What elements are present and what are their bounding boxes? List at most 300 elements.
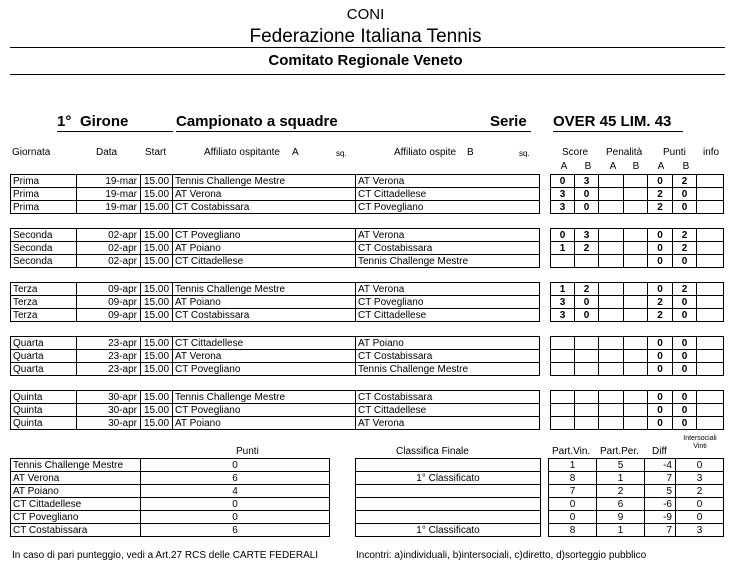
- table-row: [11, 404, 540, 417]
- away-team: AT Verona: [356, 175, 540, 188]
- round-2-scores: [550, 228, 724, 268]
- table-row: [356, 459, 541, 472]
- classifica-cell: [356, 498, 541, 511]
- giornata: Quinta: [11, 404, 77, 417]
- away-team: CT Costabissara: [356, 350, 540, 363]
- round-5-matches: [10, 390, 540, 430]
- table-row: [551, 404, 724, 417]
- table-row: [11, 255, 540, 268]
- standings-punti-header: Punti: [236, 446, 259, 457]
- score-a: [551, 391, 575, 404]
- home-team: CT Povegliano: [173, 404, 356, 417]
- col-score-a: A: [560, 161, 568, 172]
- score-b: [575, 404, 599, 417]
- table-row: [551, 417, 724, 430]
- col-punti-b: B: [682, 161, 690, 172]
- round-2-matches: [10, 228, 540, 268]
- pen-a: [599, 404, 624, 417]
- punti-a: 0: [648, 350, 673, 363]
- date: 09-apr: [77, 309, 141, 322]
- intersociali: 3: [676, 472, 724, 485]
- score-a: 1: [551, 283, 575, 296]
- score-a: [551, 337, 575, 350]
- home-team: CT Cittadellese: [173, 255, 356, 268]
- info-cell: [697, 229, 724, 242]
- giornata: Quinta: [11, 417, 77, 430]
- standings-points: [10, 458, 330, 537]
- standings-stats: [548, 458, 724, 537]
- intersociali: 0: [676, 511, 724, 524]
- table-row: [11, 309, 540, 322]
- col-away: Affiliato ospite: [394, 147, 457, 158]
- date: 30-apr: [77, 404, 141, 417]
- intersociali: 2: [676, 485, 724, 498]
- info-cell: [697, 363, 724, 376]
- date: 09-apr: [77, 296, 141, 309]
- info-cell: [697, 417, 724, 430]
- table-row: [551, 337, 724, 350]
- date: 19-mar: [77, 201, 141, 214]
- pen-b: [624, 296, 648, 309]
- footer-note-left: In caso di pari punteggio, vedi a Art.27 RCS delle CARTE FEDERALI: [12, 550, 319, 561]
- team-name: AT Verona: [11, 472, 141, 485]
- punti-b: 0: [673, 350, 697, 363]
- away-team: AT Verona: [356, 417, 540, 430]
- away-team: CT Povegliano: [356, 296, 540, 309]
- punti-a: 2: [648, 296, 673, 309]
- pen-a: [599, 363, 624, 376]
- score-a: 3: [551, 188, 575, 201]
- pen-a: [599, 391, 624, 404]
- date: 23-apr: [77, 337, 141, 350]
- info-cell: [697, 283, 724, 296]
- punti-b: 2: [673, 229, 697, 242]
- punti-a: 0: [648, 229, 673, 242]
- start: 15.00: [141, 391, 173, 404]
- table-row: [11, 511, 330, 524]
- pen-a: [599, 417, 624, 430]
- start: 15.00: [141, 337, 173, 350]
- col-score-b: B: [584, 161, 592, 172]
- girone-underline: [57, 131, 173, 132]
- start: 15.00: [141, 175, 173, 188]
- score-a: 3: [551, 309, 575, 322]
- info-cell: [697, 337, 724, 350]
- score-b: 0: [575, 296, 599, 309]
- round-1-matches: [10, 174, 540, 214]
- away-team: CT Cittadellese: [356, 404, 540, 417]
- pen-a: [599, 309, 624, 322]
- date: 23-apr: [77, 363, 141, 376]
- away-team: CT Costabissara: [356, 242, 540, 255]
- table-row: [356, 472, 541, 485]
- table-row: [551, 242, 724, 255]
- col-penalita: Penalità: [606, 147, 643, 158]
- header-divider: [10, 47, 725, 48]
- score-a: 0: [551, 175, 575, 188]
- part-vin: 8: [549, 524, 597, 537]
- table-row: [11, 296, 540, 309]
- score-b: [575, 417, 599, 430]
- away-team: AT Verona: [356, 229, 540, 242]
- col-sq-away: sq.: [519, 149, 530, 158]
- table-row: [356, 498, 541, 511]
- date: 23-apr: [77, 350, 141, 363]
- punti-a: 0: [648, 391, 673, 404]
- table-row: [551, 175, 724, 188]
- diff: 7: [645, 472, 676, 485]
- pen-a: [599, 350, 624, 363]
- pen-b: [624, 309, 648, 322]
- start: 15.00: [141, 201, 173, 214]
- punti-b: 0: [673, 404, 697, 417]
- team-punti: 0: [141, 511, 330, 524]
- punti-b: 0: [673, 201, 697, 214]
- punti-b: 0: [673, 391, 697, 404]
- home-team: CT Povegliano: [173, 363, 356, 376]
- home-team: Tennis Challenge Mestre: [173, 391, 356, 404]
- date: 30-apr: [77, 417, 141, 430]
- home-team: AT Poiano: [173, 296, 356, 309]
- away-team: CT Cittadellese: [356, 309, 540, 322]
- col-score: Score: [562, 147, 589, 158]
- table-row: [11, 459, 330, 472]
- diff: -6: [645, 498, 676, 511]
- standings-partvin-header: Part.Vin.: [552, 446, 591, 457]
- pen-a: [599, 229, 624, 242]
- start: 15.00: [141, 229, 173, 242]
- punti-a: 0: [648, 255, 673, 268]
- date: 19-mar: [77, 175, 141, 188]
- championship-label: Campionato a squadre: [176, 113, 338, 130]
- pen-b: [624, 242, 648, 255]
- diff: 5: [645, 485, 676, 498]
- team-punti: 6: [141, 472, 330, 485]
- score-b: [575, 391, 599, 404]
- team-punti: 6: [141, 524, 330, 537]
- team-name: Tennis Challenge Mestre: [11, 459, 141, 472]
- punti-b: 0: [673, 309, 697, 322]
- punti-a: 0: [648, 242, 673, 255]
- giornata: Terza: [11, 283, 77, 296]
- punti-a: 2: [648, 309, 673, 322]
- giornata: Terza: [11, 296, 77, 309]
- part-vin: 0: [549, 498, 597, 511]
- table-row: [549, 459, 724, 472]
- standings-classifica-header: Classifica Finale: [396, 446, 469, 457]
- classifica-cell: [356, 459, 541, 472]
- home-team: Tennis Challenge Mestre: [173, 175, 356, 188]
- start: 15.00: [141, 363, 173, 376]
- table-row: [549, 472, 724, 485]
- pen-a: [599, 175, 624, 188]
- intersociali: 0: [676, 498, 724, 511]
- punti-a: 0: [648, 404, 673, 417]
- team-name: CT Costabissara: [11, 524, 141, 537]
- team-punti: 4: [141, 485, 330, 498]
- start: 15.00: [141, 283, 173, 296]
- giornata: Seconda: [11, 242, 77, 255]
- part-per: 9: [597, 511, 645, 524]
- info-cell: [697, 175, 724, 188]
- home-team: CT Costabissara: [173, 201, 356, 214]
- intersociali: 0: [676, 459, 724, 472]
- start: 15.00: [141, 255, 173, 268]
- diff: -9: [645, 511, 676, 524]
- table-row: [549, 524, 724, 537]
- score-b: [575, 337, 599, 350]
- standings-diff-header: Diff: [652, 446, 667, 457]
- col-home-a: A: [292, 147, 299, 158]
- score-a: 3: [551, 296, 575, 309]
- col-pen-a: A: [609, 161, 617, 172]
- date: 02-apr: [77, 242, 141, 255]
- date: 02-apr: [77, 255, 141, 268]
- table-row: [551, 350, 724, 363]
- score-a: 1: [551, 242, 575, 255]
- table-row: [551, 296, 724, 309]
- table-row: [11, 242, 540, 255]
- info-cell: [697, 201, 724, 214]
- giornata: Quarta: [11, 363, 77, 376]
- score-b: [575, 255, 599, 268]
- col-data: Data: [96, 147, 118, 158]
- part-per: 5: [597, 459, 645, 472]
- round-4-matches: [10, 336, 540, 376]
- punti-a: 0: [648, 417, 673, 430]
- home-team: Tennis Challenge Mestre: [173, 283, 356, 296]
- table-row: [551, 309, 724, 322]
- date: 30-apr: [77, 391, 141, 404]
- part-vin: 7: [549, 485, 597, 498]
- part-per: 2: [597, 485, 645, 498]
- table-row: [356, 511, 541, 524]
- info-cell: [697, 404, 724, 417]
- part-per: 1: [597, 524, 645, 537]
- punti-a: 2: [648, 188, 673, 201]
- pen-b: [624, 175, 648, 188]
- part-vin: 8: [549, 472, 597, 485]
- col-giornata: Giornata: [12, 147, 51, 158]
- standings-partper-header: Part.Per.: [600, 446, 639, 457]
- home-team: AT Verona: [173, 188, 356, 201]
- home-team: CT Costabissara: [173, 309, 356, 322]
- serie-value: OVER 45 LIM. 43: [553, 113, 672, 130]
- score-b: 2: [575, 283, 599, 296]
- diff: -4: [645, 459, 676, 472]
- table-row: [11, 283, 540, 296]
- pen-b: [624, 417, 648, 430]
- part-vin: 1: [549, 459, 597, 472]
- classifica-cell: 1° Classificato: [356, 472, 541, 485]
- diff: 7: [645, 524, 676, 537]
- team-name: AT Poiano: [11, 485, 141, 498]
- classifica-cell: [356, 511, 541, 524]
- away-team: Tennis Challenge Mestre: [356, 255, 540, 268]
- punti-b: 0: [673, 188, 697, 201]
- giornata: Prima: [11, 201, 77, 214]
- home-team: AT Verona: [173, 350, 356, 363]
- pen-b: [624, 391, 648, 404]
- score-a: [551, 255, 575, 268]
- classifica-cell: 1° Classificato: [356, 524, 541, 537]
- table-row: [11, 524, 330, 537]
- score-a: 0: [551, 229, 575, 242]
- info-cell: [697, 188, 724, 201]
- coni-title: CONI: [346, 6, 385, 23]
- away-team: AT Poiano: [356, 337, 540, 350]
- away-team: CT Povegliano: [356, 201, 540, 214]
- punti-b: 0: [673, 337, 697, 350]
- pen-b: [624, 363, 648, 376]
- score-a: [551, 363, 575, 376]
- round-5-scores: [550, 390, 724, 430]
- pen-b: [624, 283, 648, 296]
- table-row: [11, 337, 540, 350]
- girone-number: 1°: [57, 113, 72, 130]
- table-row: [356, 485, 541, 498]
- info-cell: [697, 242, 724, 255]
- giornata: Seconda: [11, 229, 77, 242]
- giornata: Quinta: [11, 391, 77, 404]
- table-row: [11, 391, 540, 404]
- pen-b: [624, 188, 648, 201]
- table-row: [11, 363, 540, 376]
- pen-b: [624, 337, 648, 350]
- col-punti: Punti: [663, 147, 686, 158]
- punti-b: 2: [673, 242, 697, 255]
- part-per: 1: [597, 472, 645, 485]
- round-3-scores: [550, 282, 724, 322]
- score-a: 3: [551, 201, 575, 214]
- score-b: 2: [575, 242, 599, 255]
- col-punti-a: A: [657, 161, 665, 172]
- date: 19-mar: [77, 188, 141, 201]
- table-row: [551, 363, 724, 376]
- punti-a: 2: [648, 201, 673, 214]
- intersociali: 3: [676, 524, 724, 537]
- table-row: [549, 511, 724, 524]
- table-row: [551, 391, 724, 404]
- championship-underline: [176, 131, 531, 132]
- table-row: [11, 175, 540, 188]
- round-3-matches: [10, 282, 540, 322]
- table-row: [551, 201, 724, 214]
- punti-b: 2: [673, 283, 697, 296]
- table-row: [11, 485, 330, 498]
- score-a: [551, 417, 575, 430]
- giornata: Seconda: [11, 255, 77, 268]
- start: 15.00: [141, 350, 173, 363]
- table-row: [551, 283, 724, 296]
- score-b: 0: [575, 309, 599, 322]
- punti-a: 0: [648, 175, 673, 188]
- start: 15.00: [141, 188, 173, 201]
- away-team: Tennis Challenge Mestre: [356, 363, 540, 376]
- pen-b: [624, 404, 648, 417]
- pen-b: [624, 255, 648, 268]
- giornata: Quarta: [11, 350, 77, 363]
- col-start: Start: [145, 147, 167, 158]
- col-home: Affiliato ospitante: [204, 147, 280, 158]
- standings-classifica: [355, 458, 541, 537]
- team-name: CT Cittadellese: [11, 498, 141, 511]
- home-team: AT Poiano: [173, 242, 356, 255]
- part-vin: 0: [549, 511, 597, 524]
- start: 15.00: [141, 309, 173, 322]
- pen-a: [599, 255, 624, 268]
- score-b: [575, 363, 599, 376]
- table-row: [551, 188, 724, 201]
- pen-b: [624, 201, 648, 214]
- home-team: CT Cittadellese: [173, 337, 356, 350]
- pen-b: [624, 229, 648, 242]
- table-row: [356, 524, 541, 537]
- giornata: Terza: [11, 309, 77, 322]
- serie-underline: [553, 131, 683, 132]
- team-name: CT Povegliano: [11, 511, 141, 524]
- round-4-scores: [550, 336, 724, 376]
- score-a: [551, 404, 575, 417]
- table-row: [11, 350, 540, 363]
- standings-intersociali-header: Intersociali Vinti: [683, 435, 717, 450]
- away-team: CT Costabissara: [356, 391, 540, 404]
- team-punti: 0: [141, 459, 330, 472]
- away-team: AT Verona: [356, 283, 540, 296]
- punti-b: 2: [673, 175, 697, 188]
- home-team: AT Poiano: [173, 417, 356, 430]
- punti-b: 0: [673, 296, 697, 309]
- footer-note-right: Incontri: a)individuali, b)intersociali, c)diretto, d)sorteggio pubblico: [356, 550, 647, 561]
- committee-title: Comitato Regionale Veneto: [268, 52, 463, 69]
- info-cell: [697, 391, 724, 404]
- score-b: 0: [575, 188, 599, 201]
- info-cell: [697, 350, 724, 363]
- table-row: [11, 188, 540, 201]
- score-b: 3: [575, 175, 599, 188]
- pen-a: [599, 337, 624, 350]
- col-pen-b: B: [632, 161, 640, 172]
- table-row: [11, 472, 330, 485]
- table-row: [11, 229, 540, 242]
- pen-a: [599, 188, 624, 201]
- giornata: Prima: [11, 188, 77, 201]
- date: 02-apr: [77, 229, 141, 242]
- start: 15.00: [141, 296, 173, 309]
- home-team: CT Povegliano: [173, 229, 356, 242]
- punti-a: 0: [648, 283, 673, 296]
- punti-b: 0: [673, 255, 697, 268]
- round-1-scores: [550, 174, 724, 214]
- date: 09-apr: [77, 283, 141, 296]
- away-team: CT Cittadellese: [356, 188, 540, 201]
- punti-b: 0: [673, 417, 697, 430]
- giornata: Prima: [11, 175, 77, 188]
- pen-a: [599, 296, 624, 309]
- punti-a: 0: [648, 337, 673, 350]
- info-cell: [697, 255, 724, 268]
- table-row: [11, 417, 540, 430]
- girone-label: Girone: [80, 113, 129, 130]
- pen-a: [599, 201, 624, 214]
- team-punti: 0: [141, 498, 330, 511]
- punti-b: 0: [673, 363, 697, 376]
- table-row: [11, 201, 540, 214]
- col-sq-home: sq.: [336, 149, 347, 158]
- header-divider-bottom: [10, 74, 725, 75]
- pen-b: [624, 350, 648, 363]
- col-info: info: [703, 147, 720, 158]
